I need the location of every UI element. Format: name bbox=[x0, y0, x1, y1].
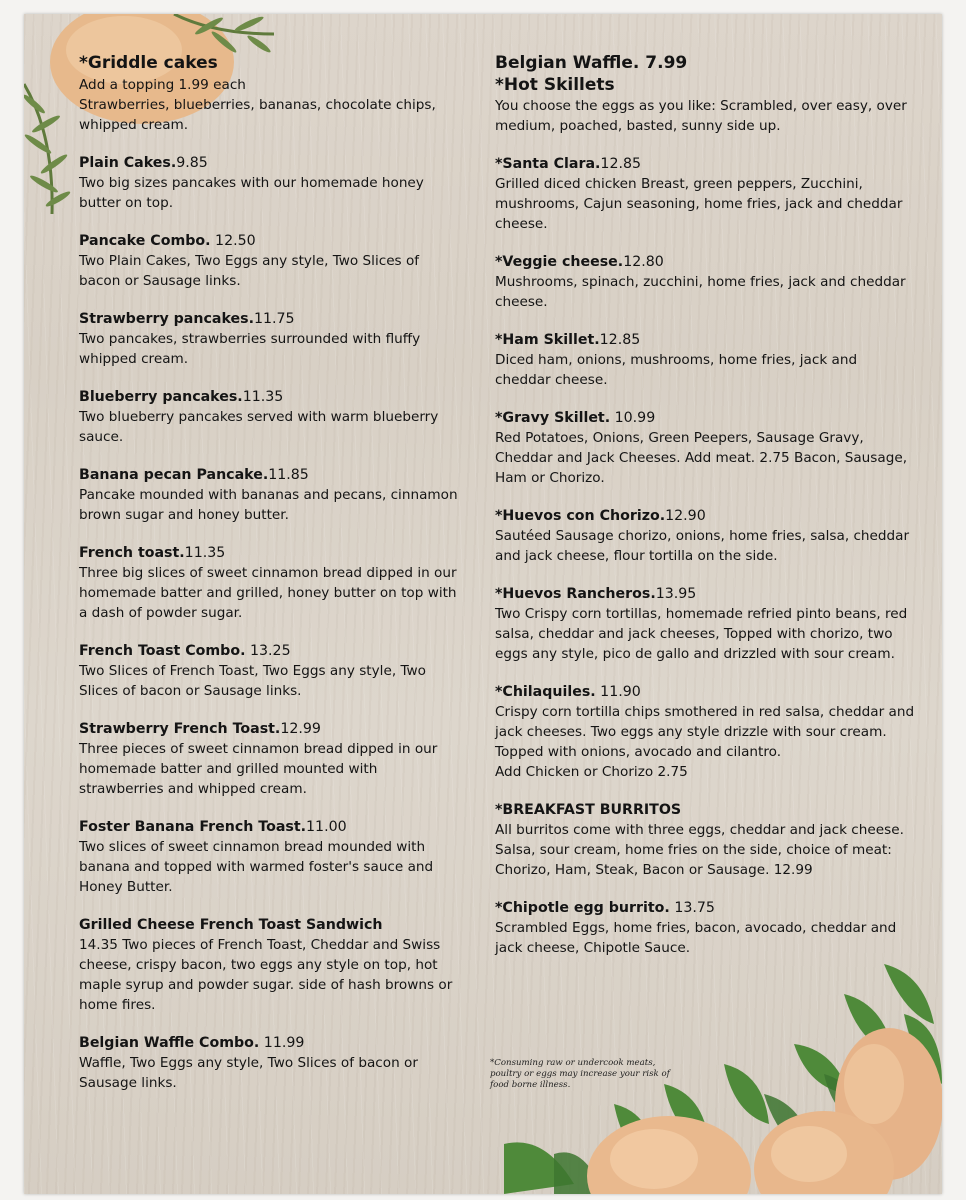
item-price: 12.50 bbox=[210, 233, 256, 249]
menu-item bbox=[79, 817, 459, 897]
item-description: Two big sizes pancakes with our homemade honey butter on top. bbox=[79, 175, 424, 211]
menu-item bbox=[495, 682, 915, 782]
menu-item bbox=[79, 153, 459, 213]
item-name: Belgian Waffle Combo. bbox=[79, 1035, 260, 1051]
item-price: 9.85 bbox=[176, 155, 208, 171]
item-description: Pancake mounded with bananas and pecans, cinnamon brown sugar and honey butter. bbox=[79, 487, 458, 523]
menu-item bbox=[495, 154, 915, 234]
menu-item bbox=[495, 330, 915, 390]
item-description: Scrambled Eggs, home fries, bacon, avocado, cheddar and jack cheese, Chipotle Sauce. bbox=[495, 920, 897, 956]
item-price: 11.35 bbox=[242, 389, 284, 405]
item-price: 10.99 bbox=[610, 410, 656, 426]
item-price: 12.99 bbox=[280, 721, 321, 737]
item-name: Pancake Combo. bbox=[79, 233, 211, 249]
menu-page bbox=[24, 14, 942, 1194]
item-title bbox=[495, 898, 915, 918]
item-description: Two slices of sweet cinnamon bread mounded with banana and topped with warmed foster's sauce and Honey Butter. bbox=[79, 839, 434, 895]
item-title bbox=[79, 719, 459, 739]
item-name: *Santa Clara. bbox=[495, 156, 601, 172]
left-menu-column bbox=[79, 52, 459, 1111]
menu-item bbox=[79, 641, 459, 701]
menu-item bbox=[79, 719, 459, 799]
topping-list: Strawberries, blueberries, bananas, chocolate chips, whipped cream. bbox=[79, 97, 436, 133]
item-price: 13.25 bbox=[245, 643, 291, 659]
item-title bbox=[495, 330, 915, 350]
right-menu-column bbox=[495, 52, 915, 976]
item-price: 12.90 bbox=[665, 508, 706, 524]
menu-item bbox=[495, 506, 915, 566]
item-description: Diced ham, onions, mushrooms, home fries, jack and cheddar cheese. bbox=[495, 352, 858, 388]
item-title bbox=[495, 584, 915, 604]
item-title bbox=[495, 408, 915, 428]
section-title: *Griddle cakes bbox=[79, 53, 218, 73]
item-description: Two Crispy corn tortillas, homemade refried pinto beans, red salsa, cheddar and jack cheeses, Topped with chorizo, two eggs any style, pico de gallo and drizzled with sour cream. bbox=[495, 606, 908, 662]
item-description: Crispy corn tortilla chips smothered in red salsa, cheddar and jack cheeses. Two eggs any style drizzle with sour cream. Topped with onions, avocado and cilantro. bbox=[495, 704, 915, 760]
section-description: You choose the eggs as you like: Scrambled, over easy, over medium, poached, basted, sunny side up. bbox=[495, 98, 907, 134]
item-name: Foster Banana French Toast. bbox=[79, 819, 307, 835]
item-title bbox=[79, 309, 459, 329]
menu-item bbox=[79, 543, 459, 623]
item-title bbox=[79, 641, 459, 661]
item-description: Three pieces of sweet cinnamon bread dipped in our homemade batter and grilled mounted with strawberries and whipped cream. bbox=[79, 741, 438, 797]
section-title: *Hot Skillets bbox=[495, 75, 615, 95]
item-price: 11.75 bbox=[253, 311, 295, 327]
item-title bbox=[495, 506, 915, 526]
item-name: Plain Cakes. bbox=[79, 155, 177, 171]
item-description: Waffle, Two Eggs any style, Two Slices of bacon or Sausage links. bbox=[79, 1055, 418, 1091]
skillets-section bbox=[495, 52, 915, 136]
menu-item bbox=[495, 800, 915, 880]
item-price: 13.75 bbox=[669, 900, 715, 916]
item-name: Grilled Cheese French Toast Sandwich bbox=[79, 917, 383, 933]
item-addon: Add Chicken or Chorizo 2.75 bbox=[495, 764, 688, 780]
item-price: 11.99 bbox=[259, 1035, 305, 1051]
item-title bbox=[79, 1033, 459, 1053]
item-title bbox=[495, 154, 915, 174]
item-name: *Gravy Skillet. bbox=[495, 410, 611, 426]
topping-note: Add a topping 1.99 each bbox=[79, 77, 246, 93]
item-name: *Huevos Rancheros. bbox=[495, 586, 656, 602]
item-title bbox=[79, 387, 459, 407]
item-title bbox=[79, 465, 459, 485]
item-title bbox=[495, 252, 915, 272]
item-name: *Chipotle egg burrito. bbox=[495, 900, 670, 916]
item-title bbox=[79, 817, 459, 837]
item-description: Red Potatoes, Onions, Green Peepers, Sausage Gravy, Cheddar and Jack Cheeses. Add meat. 2.75 Bacon, Sausage, Ham or Chorizo. bbox=[495, 430, 908, 486]
menu-item bbox=[495, 408, 915, 488]
item-price: 11.90 bbox=[595, 684, 641, 700]
item-description: Three big slices of sweet cinnamon bread dipped in our homemade batter and grilled, honey butter on top with a dash of powder sugar. bbox=[79, 565, 457, 621]
item-description: Two Slices of French Toast, Two Eggs any style, Two Slices of bacon or Sausage links. bbox=[79, 663, 426, 699]
menu-item bbox=[79, 1033, 459, 1093]
item-name: Blueberry pancakes. bbox=[79, 389, 243, 405]
item-title bbox=[79, 915, 459, 935]
griddle-cakes-section bbox=[79, 52, 459, 135]
menu-item bbox=[495, 252, 915, 312]
food-safety-disclaimer: *Consuming raw or undercook meats, poultry or eggs may increase your risk of food borne illness. bbox=[490, 1058, 670, 1090]
item-name: Strawberry pancakes. bbox=[79, 311, 254, 327]
item-description: Mushrooms, spinach, zucchini, home fries, jack and cheddar cheese. bbox=[495, 274, 906, 310]
item-description: Two Plain Cakes, Two Eggs any style, Two Slices of bacon or Sausage links. bbox=[79, 253, 420, 289]
belgian-waffle-title: Belgian Waffle. 7.99 bbox=[495, 53, 688, 73]
item-name: Banana pecan Pancake. bbox=[79, 467, 269, 483]
item-description: Two blueberry pancakes served with warm blueberry sauce. bbox=[79, 409, 439, 445]
item-title bbox=[495, 682, 915, 702]
item-description: Two pancakes, strawberries surrounded with fluffy whipped cream. bbox=[79, 331, 421, 367]
item-title bbox=[79, 543, 459, 563]
menu-item bbox=[495, 898, 915, 958]
menu-item bbox=[79, 387, 459, 447]
item-description: Sautéed Sausage chorizo, onions, home fries, salsa, cheddar and jack cheese, flour tortilla on the side. bbox=[495, 528, 910, 564]
item-price: 13.95 bbox=[655, 586, 697, 602]
item-price: 12.85 bbox=[600, 156, 642, 172]
menu-item bbox=[79, 231, 459, 291]
item-name: French Toast Combo. bbox=[79, 643, 246, 659]
item-title bbox=[79, 153, 459, 173]
item-price: 11.00 bbox=[306, 819, 347, 835]
item-name: *Chilaquiles. bbox=[495, 684, 596, 700]
item-title bbox=[495, 800, 915, 820]
menu-item bbox=[79, 915, 459, 1015]
item-name: *Huevos con Chorizo. bbox=[495, 508, 666, 524]
item-description: Grilled diced chicken Breast, green peppers, Zucchini, mushrooms, Cajun seasoning, home fries, jack and cheddar cheese. bbox=[495, 176, 903, 232]
item-price: 11.85 bbox=[268, 467, 309, 483]
item-price: 12.85 bbox=[599, 332, 641, 348]
item-name: *Ham Skillet. bbox=[495, 332, 600, 348]
item-name: *BREAKFAST BURRITOS bbox=[495, 802, 682, 818]
menu-item bbox=[495, 584, 915, 664]
menu-item bbox=[79, 309, 459, 369]
item-description: All burritos come with three eggs, cheddar and jack cheese. Salsa, sour cream, home fries on the side, choice of meat: Chorizo, Ham, Steak, Bacon or Sausage. 12.99 bbox=[495, 822, 904, 878]
menu-item bbox=[79, 465, 459, 525]
item-name: French toast. bbox=[79, 545, 185, 561]
item-name: *Veggie cheese. bbox=[495, 254, 624, 270]
item-price: 12.80 bbox=[623, 254, 664, 270]
item-title bbox=[79, 231, 459, 251]
item-name: Strawberry French Toast. bbox=[79, 721, 281, 737]
item-description: 14.35 Two pieces of French Toast, Cheddar and Swiss cheese, crispy bacon, two eggs any style on top, hot maple syrup and powder sugar. side of hash browns or home fires. bbox=[79, 937, 453, 1013]
item-price: 11.35 bbox=[184, 545, 226, 561]
